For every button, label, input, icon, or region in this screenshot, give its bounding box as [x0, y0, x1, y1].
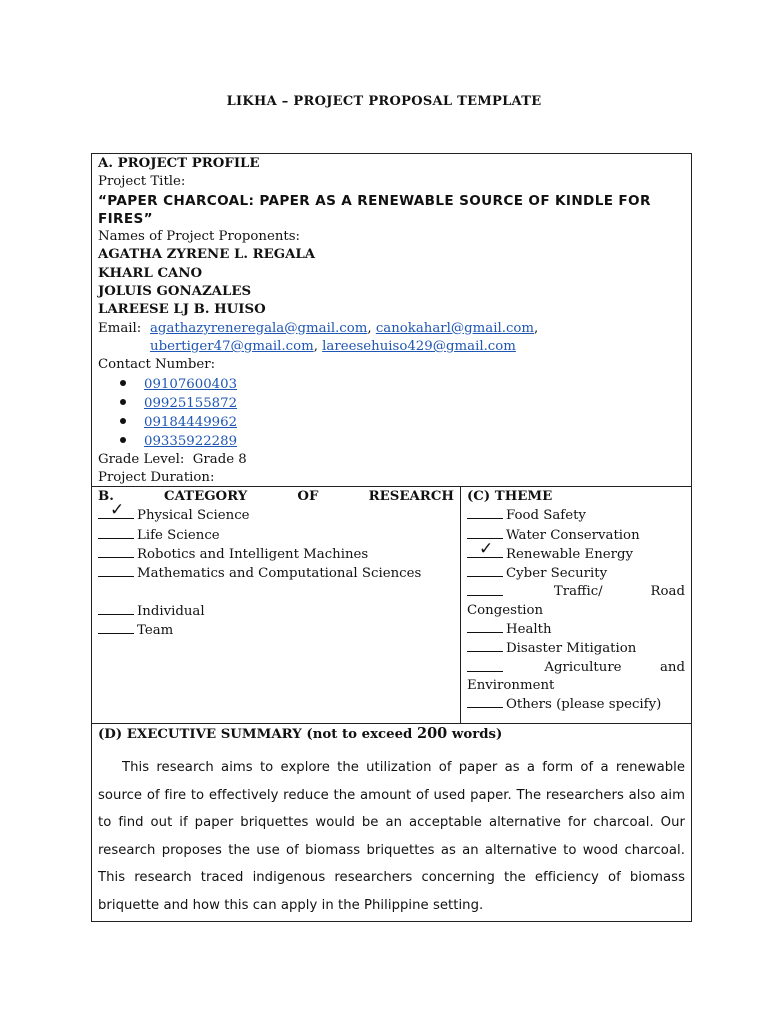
contact-item	[120, 413, 685, 432]
checkbox-blank[interactable]	[467, 583, 503, 596]
theme-option[interactable]: Water Conservation	[467, 526, 685, 545]
theme-option[interactable]: Agriculture and	[467, 659, 685, 677]
bullet-icon	[120, 399, 126, 405]
checkbox-blank[interactable]	[98, 545, 134, 558]
category-option[interactable]: ✓ Physical Science	[98, 506, 454, 525]
theme-option-continued: Environment	[467, 677, 555, 693]
checkmark-icon: ✓	[479, 538, 494, 559]
bullet-icon	[120, 437, 126, 443]
category-section	[92, 487, 461, 723]
grade-level-value: Grade 8	[192, 451, 247, 467]
contact-item	[120, 394, 685, 413]
checkbox-blank[interactable]	[467, 695, 503, 708]
email-link[interactable]: agathazyreneregala@gmail.com	[150, 320, 368, 336]
email-row: Email: agathazyreneregala@gmail.com, canokaharl@gmail.com,	[98, 320, 685, 338]
email-link[interactable]: ubertiger47@gmail.com	[150, 338, 314, 354]
theme-option[interactable]: Cyber Security	[467, 564, 685, 583]
phone-link[interactable]: 09925155872	[144, 395, 238, 411]
proposal-table	[91, 153, 692, 922]
theme-option-continued: Congestion	[467, 602, 544, 618]
document-title: LIKHA – PROJECT PROPOSAL TEMPLATE	[226, 94, 542, 109]
executive-summary-body: This research aims to explore the utilization of paper as a form of a renewable source of fire to effectively reduce the amount of used paper. The researchers also aim to find out if paper briquettes would be an acceptable alternative for charcoal. Our research proposes the use of biomass briquettes as an alternative to wood charcoal. This research traced indigenous researchers concerning the efficiency of biomass briquette and how this can apply in the Philippine setting.	[98, 760, 685, 913]
project-title-line-2: FIRES”	[98, 210, 153, 227]
project-profile-section	[92, 154, 691, 487]
bullet-icon	[120, 418, 126, 424]
contact-list	[98, 375, 685, 451]
phone-link[interactable]: 09335922289	[144, 433, 238, 449]
checkbox-blank[interactable]	[467, 526, 503, 539]
proponent-name: KHARL CANO	[98, 265, 203, 281]
category-option[interactable]: Mathematics and Computational Sciences	[98, 564, 454, 583]
checkbox-blank[interactable]	[467, 538, 503, 559]
bullet-icon	[120, 380, 126, 386]
executive-summary-section	[92, 723, 691, 921]
checkbox-blank[interactable]	[467, 506, 503, 519]
theme-option[interactable]: Others (please specify)	[467, 695, 685, 714]
group-option[interactable]: Individual	[98, 602, 454, 621]
group-option[interactable]: Team	[98, 621, 454, 640]
email-label: Email:	[98, 320, 142, 336]
contact-item	[120, 432, 685, 451]
grade-level-label: Grade Level:	[98, 451, 185, 467]
email-link[interactable]: lareesehuiso429@gmail.com	[322, 338, 516, 354]
phone-link[interactable]: 09107600403	[144, 376, 238, 392]
project-title-label: Project Title:	[98, 174, 186, 190]
theme-option[interactable]: Health	[467, 620, 685, 639]
executive-summary-heading: (D) EXECUTIVE SUMMARY (not to exceed 200 words)	[98, 725, 503, 742]
theme-heading: (C) THEME	[467, 489, 553, 504]
category-option[interactable]: Life Science	[98, 526, 454, 545]
project-title-line-1: “PAPER CHARCOAL: PAPER AS A RENEWABLE SOURCE OF KINDLE FOR	[98, 192, 651, 209]
phone-link[interactable]: 09184449962	[144, 414, 238, 430]
checkbox-blank[interactable]	[467, 564, 503, 577]
checkbox-blank[interactable]	[467, 659, 503, 672]
category-option[interactable]: Robotics and Intelligent Machines	[98, 545, 454, 564]
proponent-name: AGATHA ZYRENE L. REGALA	[98, 247, 316, 263]
contact-item	[120, 375, 685, 394]
checkbox-blank[interactable]	[467, 620, 503, 633]
category-heading: B. CATEGORY OF RESEARCH	[98, 489, 454, 504]
project-duration-label: Project Duration:	[98, 469, 215, 485]
theme-option[interactable]: Food Safety	[467, 506, 685, 525]
theme-option[interactable]: ✓ Renewable Energy	[467, 545, 685, 564]
checkbox-blank[interactable]	[98, 602, 134, 615]
proponent-name: JOLUIS GONAZALES	[98, 284, 252, 300]
checkbox-blank[interactable]	[98, 500, 134, 521]
checkbox-blank[interactable]	[98, 564, 134, 577]
checkbox-blank[interactable]	[98, 621, 134, 634]
project-profile-heading: A. PROJECT PROFILE	[98, 156, 260, 171]
proponents-label: Names of Project Proponents:	[98, 229, 301, 245]
proponent-name: LAREESE LJ B. HUISO	[98, 302, 266, 318]
email-row: ubertiger47@gmail.com, lareesehuiso429@gmail.com	[150, 338, 516, 354]
checkmark-icon: ✓	[110, 500, 125, 521]
contact-label: Contact Number:	[98, 357, 216, 373]
checkbox-blank[interactable]	[467, 639, 503, 652]
theme-option[interactable]: Disaster Mitigation	[467, 639, 685, 658]
theme-option[interactable]: Traffic/ Road	[467, 583, 685, 601]
email-link[interactable]: canokaharl@gmail.com	[375, 320, 535, 336]
grade-level	[98, 451, 685, 469]
theme-section	[461, 487, 691, 723]
checkbox-blank[interactable]	[98, 526, 134, 539]
